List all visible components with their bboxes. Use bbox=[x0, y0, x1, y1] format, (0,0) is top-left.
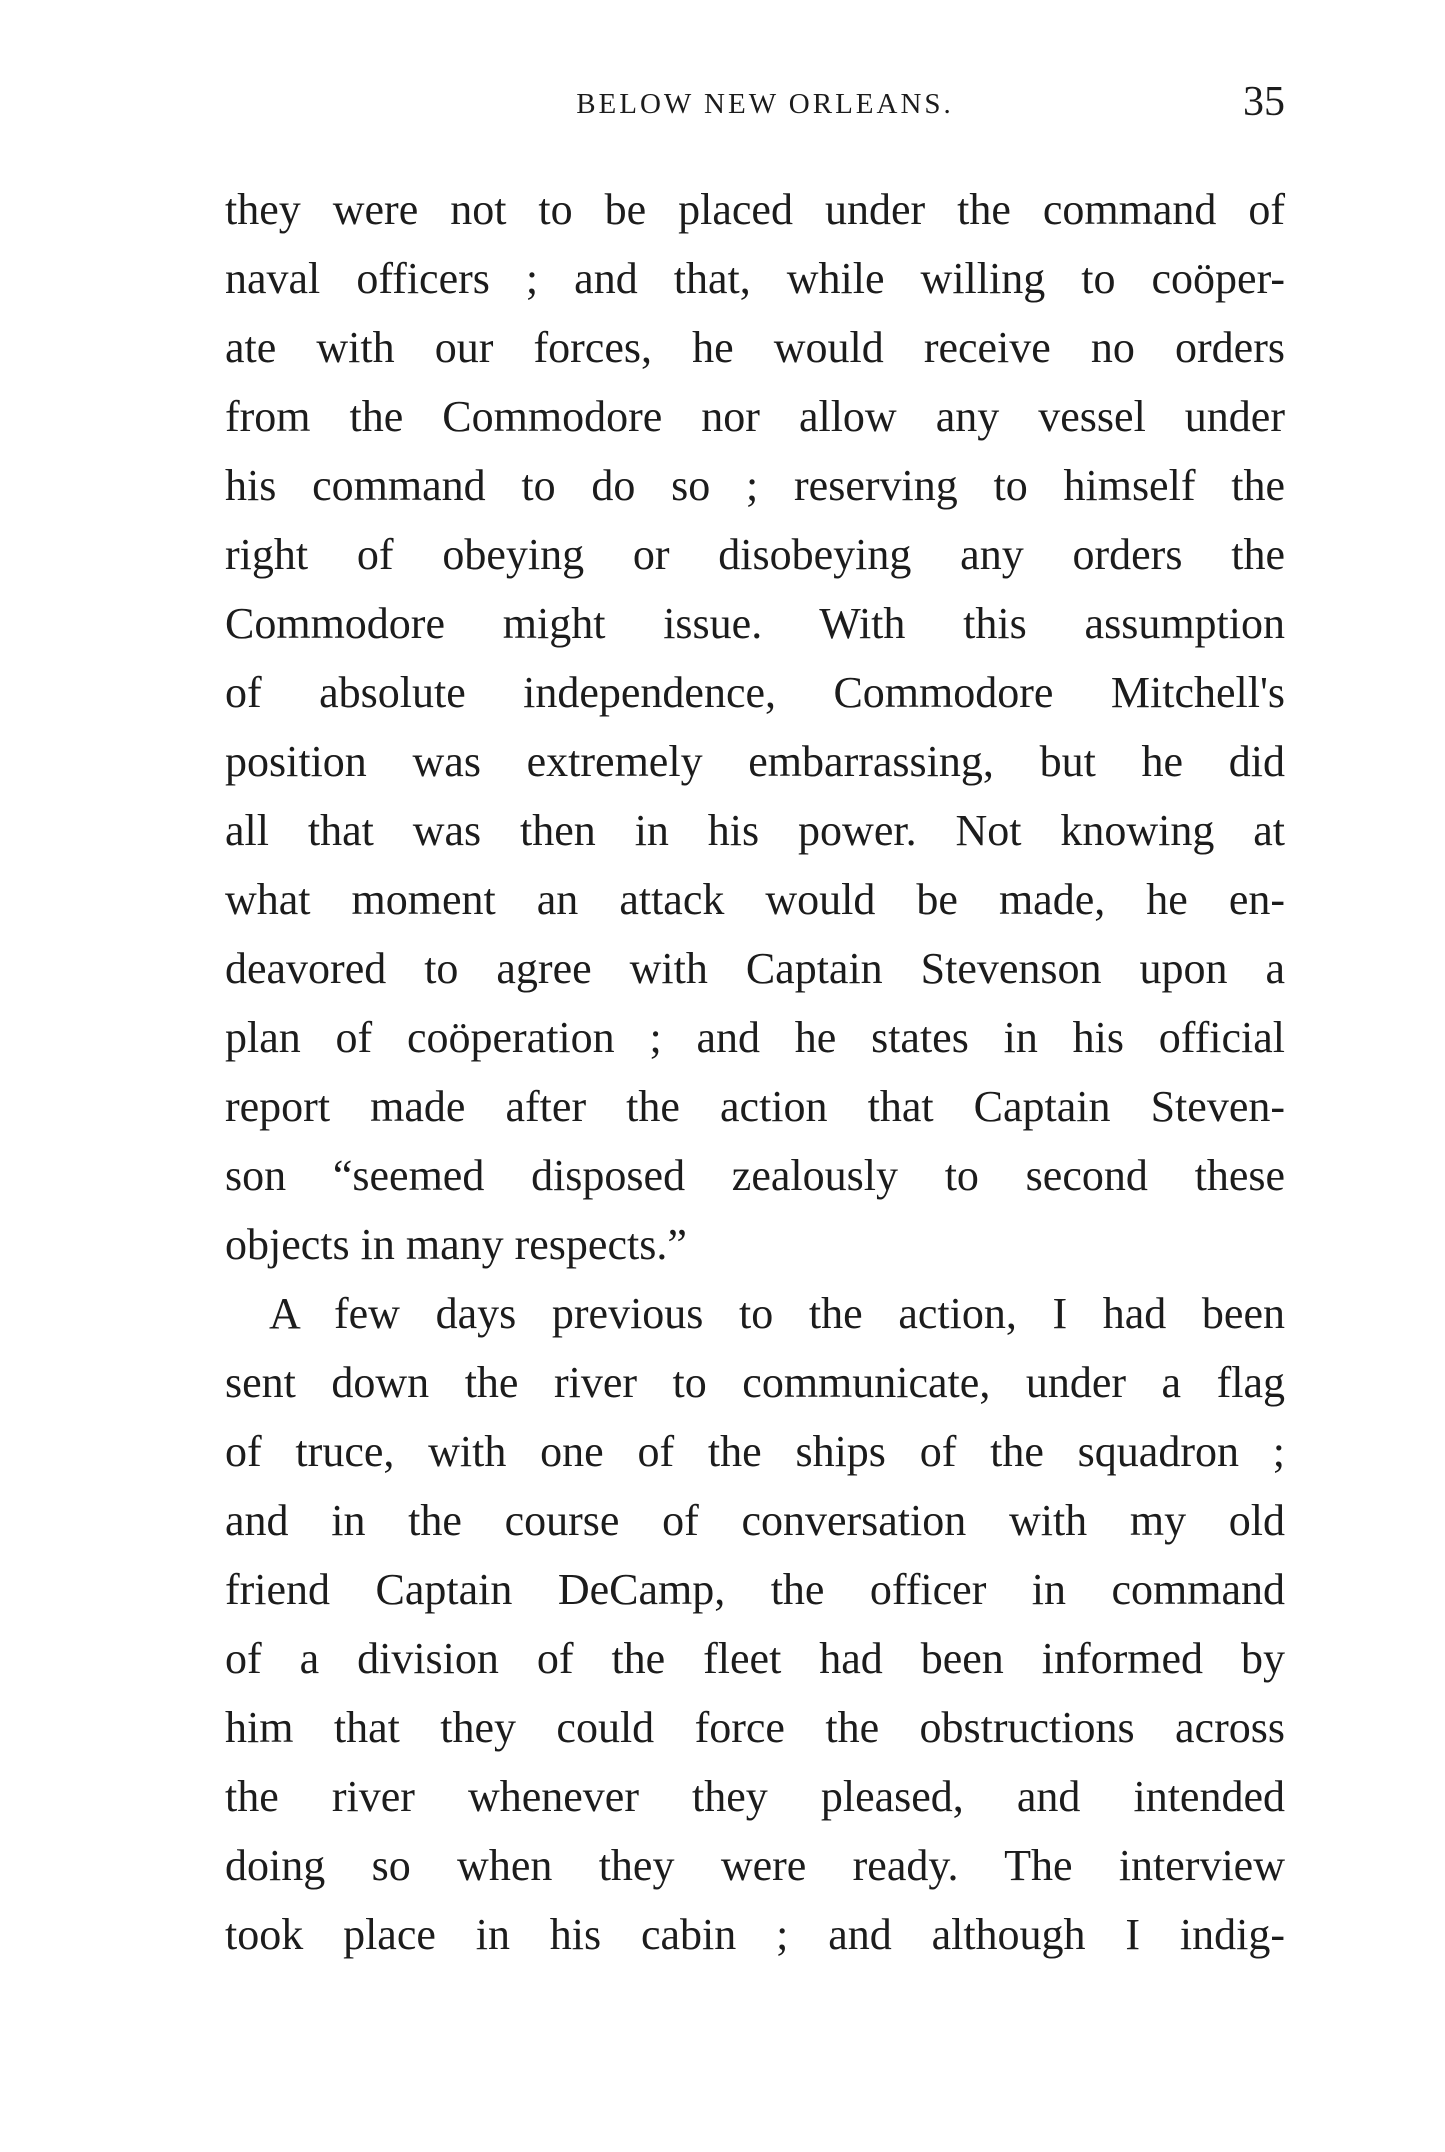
text-line: doing so when they were ready. The interview bbox=[225, 1841, 1285, 1890]
text-line: of absolute independence, Commodore Mitchell's bbox=[225, 668, 1285, 717]
text-line: ate with our forces, he would receive no orders bbox=[225, 323, 1285, 372]
paragraph-2 bbox=[225, 1279, 1285, 1969]
text-line: objects in many respects.” bbox=[225, 1220, 687, 1269]
text-line: naval officers ; and that, while willing to coöper- bbox=[225, 254, 1285, 303]
text-line: all that was then in his power. Not knowing at bbox=[225, 806, 1285, 855]
paragraph-1 bbox=[225, 175, 1285, 1279]
text-line: what moment an attack would be made, he en- bbox=[225, 875, 1285, 924]
text-line: him that they could force the obstructions across bbox=[225, 1703, 1285, 1752]
text-line: position was extremely embarrassing, but he did bbox=[225, 737, 1285, 786]
text-line: Commodore might issue. With this assumption bbox=[225, 599, 1285, 648]
text-line: his command to do so ; reserving to himself the bbox=[225, 461, 1285, 510]
text-line: took place in his cabin ; and although I indig- bbox=[225, 1910, 1285, 1959]
text-line: son “seemed disposed zealously to second these bbox=[225, 1151, 1285, 1200]
text-line: of a division of the fleet had been informed by bbox=[225, 1634, 1285, 1683]
text-line: report made after the action that Captain Steven- bbox=[225, 1082, 1285, 1131]
page-number: 35 bbox=[1243, 79, 1285, 125]
text-line: the river whenever they pleased, and intended bbox=[225, 1772, 1285, 1821]
text-line: friend Captain DeCamp, the officer in command bbox=[225, 1565, 1285, 1614]
text-line: deavored to agree with Captain Stevenson upon a bbox=[225, 944, 1285, 993]
running-head bbox=[225, 78, 1285, 128]
body-text bbox=[225, 175, 1285, 1969]
text-line: right of obeying or disobeying any orders the bbox=[225, 530, 1285, 579]
text-line: and in the course of conversation with my old bbox=[225, 1496, 1285, 1545]
text-line: A few days previous to the action, I had been bbox=[269, 1289, 1285, 1338]
text-line: they were not to be placed under the command of bbox=[225, 185, 1285, 234]
text-line: sent down the river to communicate, under a flag bbox=[225, 1358, 1285, 1407]
text-line: of truce, with one of the ships of the squadron ; bbox=[225, 1427, 1285, 1476]
running-title: BELOW NEW ORLEANS. bbox=[576, 88, 954, 120]
text-line: from the Commodore nor allow any vessel under bbox=[225, 392, 1285, 441]
text-line: plan of coöperation ; and he states in his official bbox=[225, 1013, 1285, 1062]
